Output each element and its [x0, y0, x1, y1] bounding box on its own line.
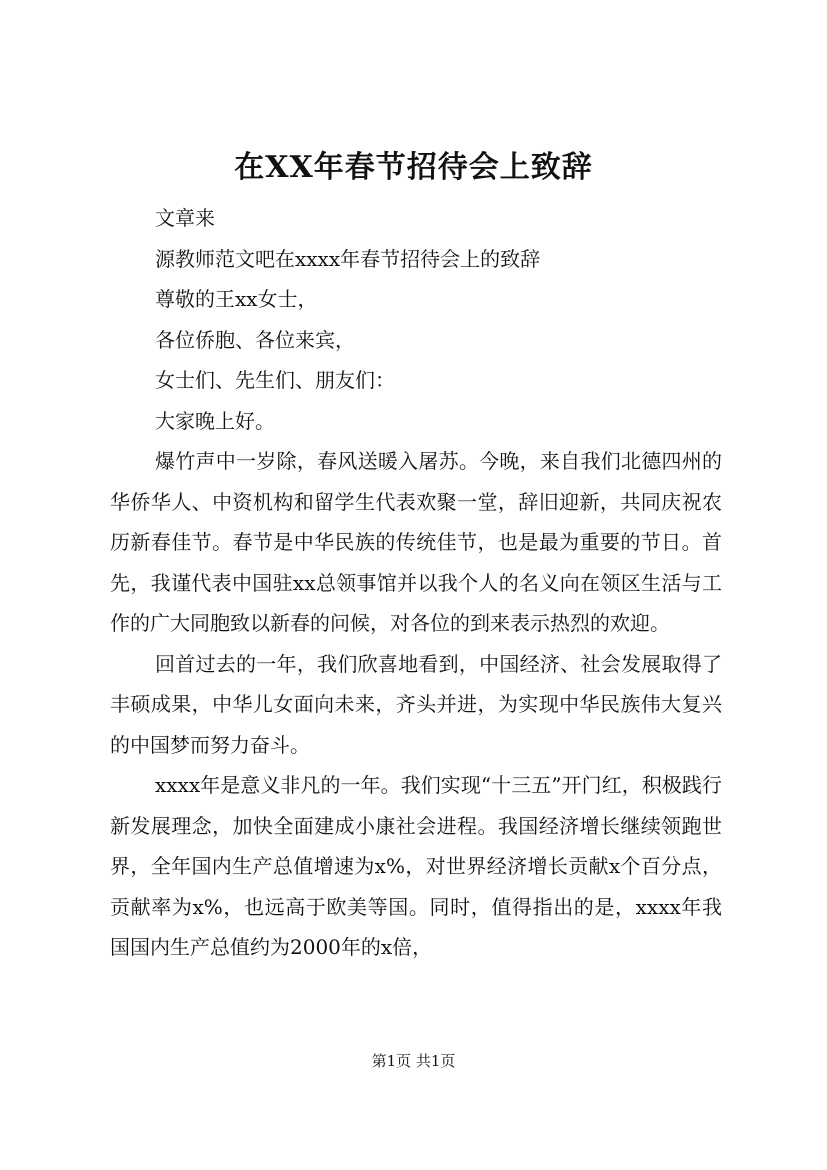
paragraph-salutation-1: 尊敬的王xx女士， — [155, 287, 318, 311]
document-body — [110, 198, 722, 968]
paragraph-greeting: 大家晚上好。 — [155, 408, 275, 433]
paragraph-body-1: 爆竹声中一岁除，春风送暖入屠苏。今晚，来自我们北德四州的华侨华人、中资机构和留学生代表欢聚一堂，辞旧迎新，共同庆祝农历新春佳节。春节是中华民族的传统佳节，也是最为重要的节日。首先，我谨代表中国驻xx总领事馆并以我个人的名义向在领区生活与工作的广大同胞致以新春的问候，对各位的到来表示热烈的欢迎。 — [110, 449, 722, 635]
paragraph-source: 文章来 — [155, 206, 215, 230]
paragraph-body-3: xxxx年是意义非凡的一年。我们实现“十三五”开门红，积极践行新发展理念，加快全面建成小康社会进程。我国经济增长继续领跑世界，全年国内生产总值增速为x%，对世界经济增长贡献x个百分点，贡献率为x%，也远高于欧美等国。同时，值得指出的是，xxxx年我国国内生产总值约为2000年的x倍， — [110, 773, 722, 959]
paragraph-salutation-3: 女士们、先生们、朋友们： — [155, 368, 395, 392]
paragraph-salutation-2: 各位侨胞、各位来宾， — [155, 327, 355, 352]
paragraph-source-title: 源教师范文吧在xxxx年春节招待会上的致辞 — [155, 246, 541, 271]
paragraph-body-2: 回首过去的一年，我们欣喜地看到，中国经济、社会发展取得了丰硕成果，中华儿女面向未来，齐头并进，为实现中华民族伟大复兴的中国梦而努力奋斗。 — [110, 651, 722, 757]
document-title: 在XX年春节招待会上致辞 — [234, 150, 593, 185]
page-footer: 第1页 共1页 — [371, 1052, 456, 1070]
